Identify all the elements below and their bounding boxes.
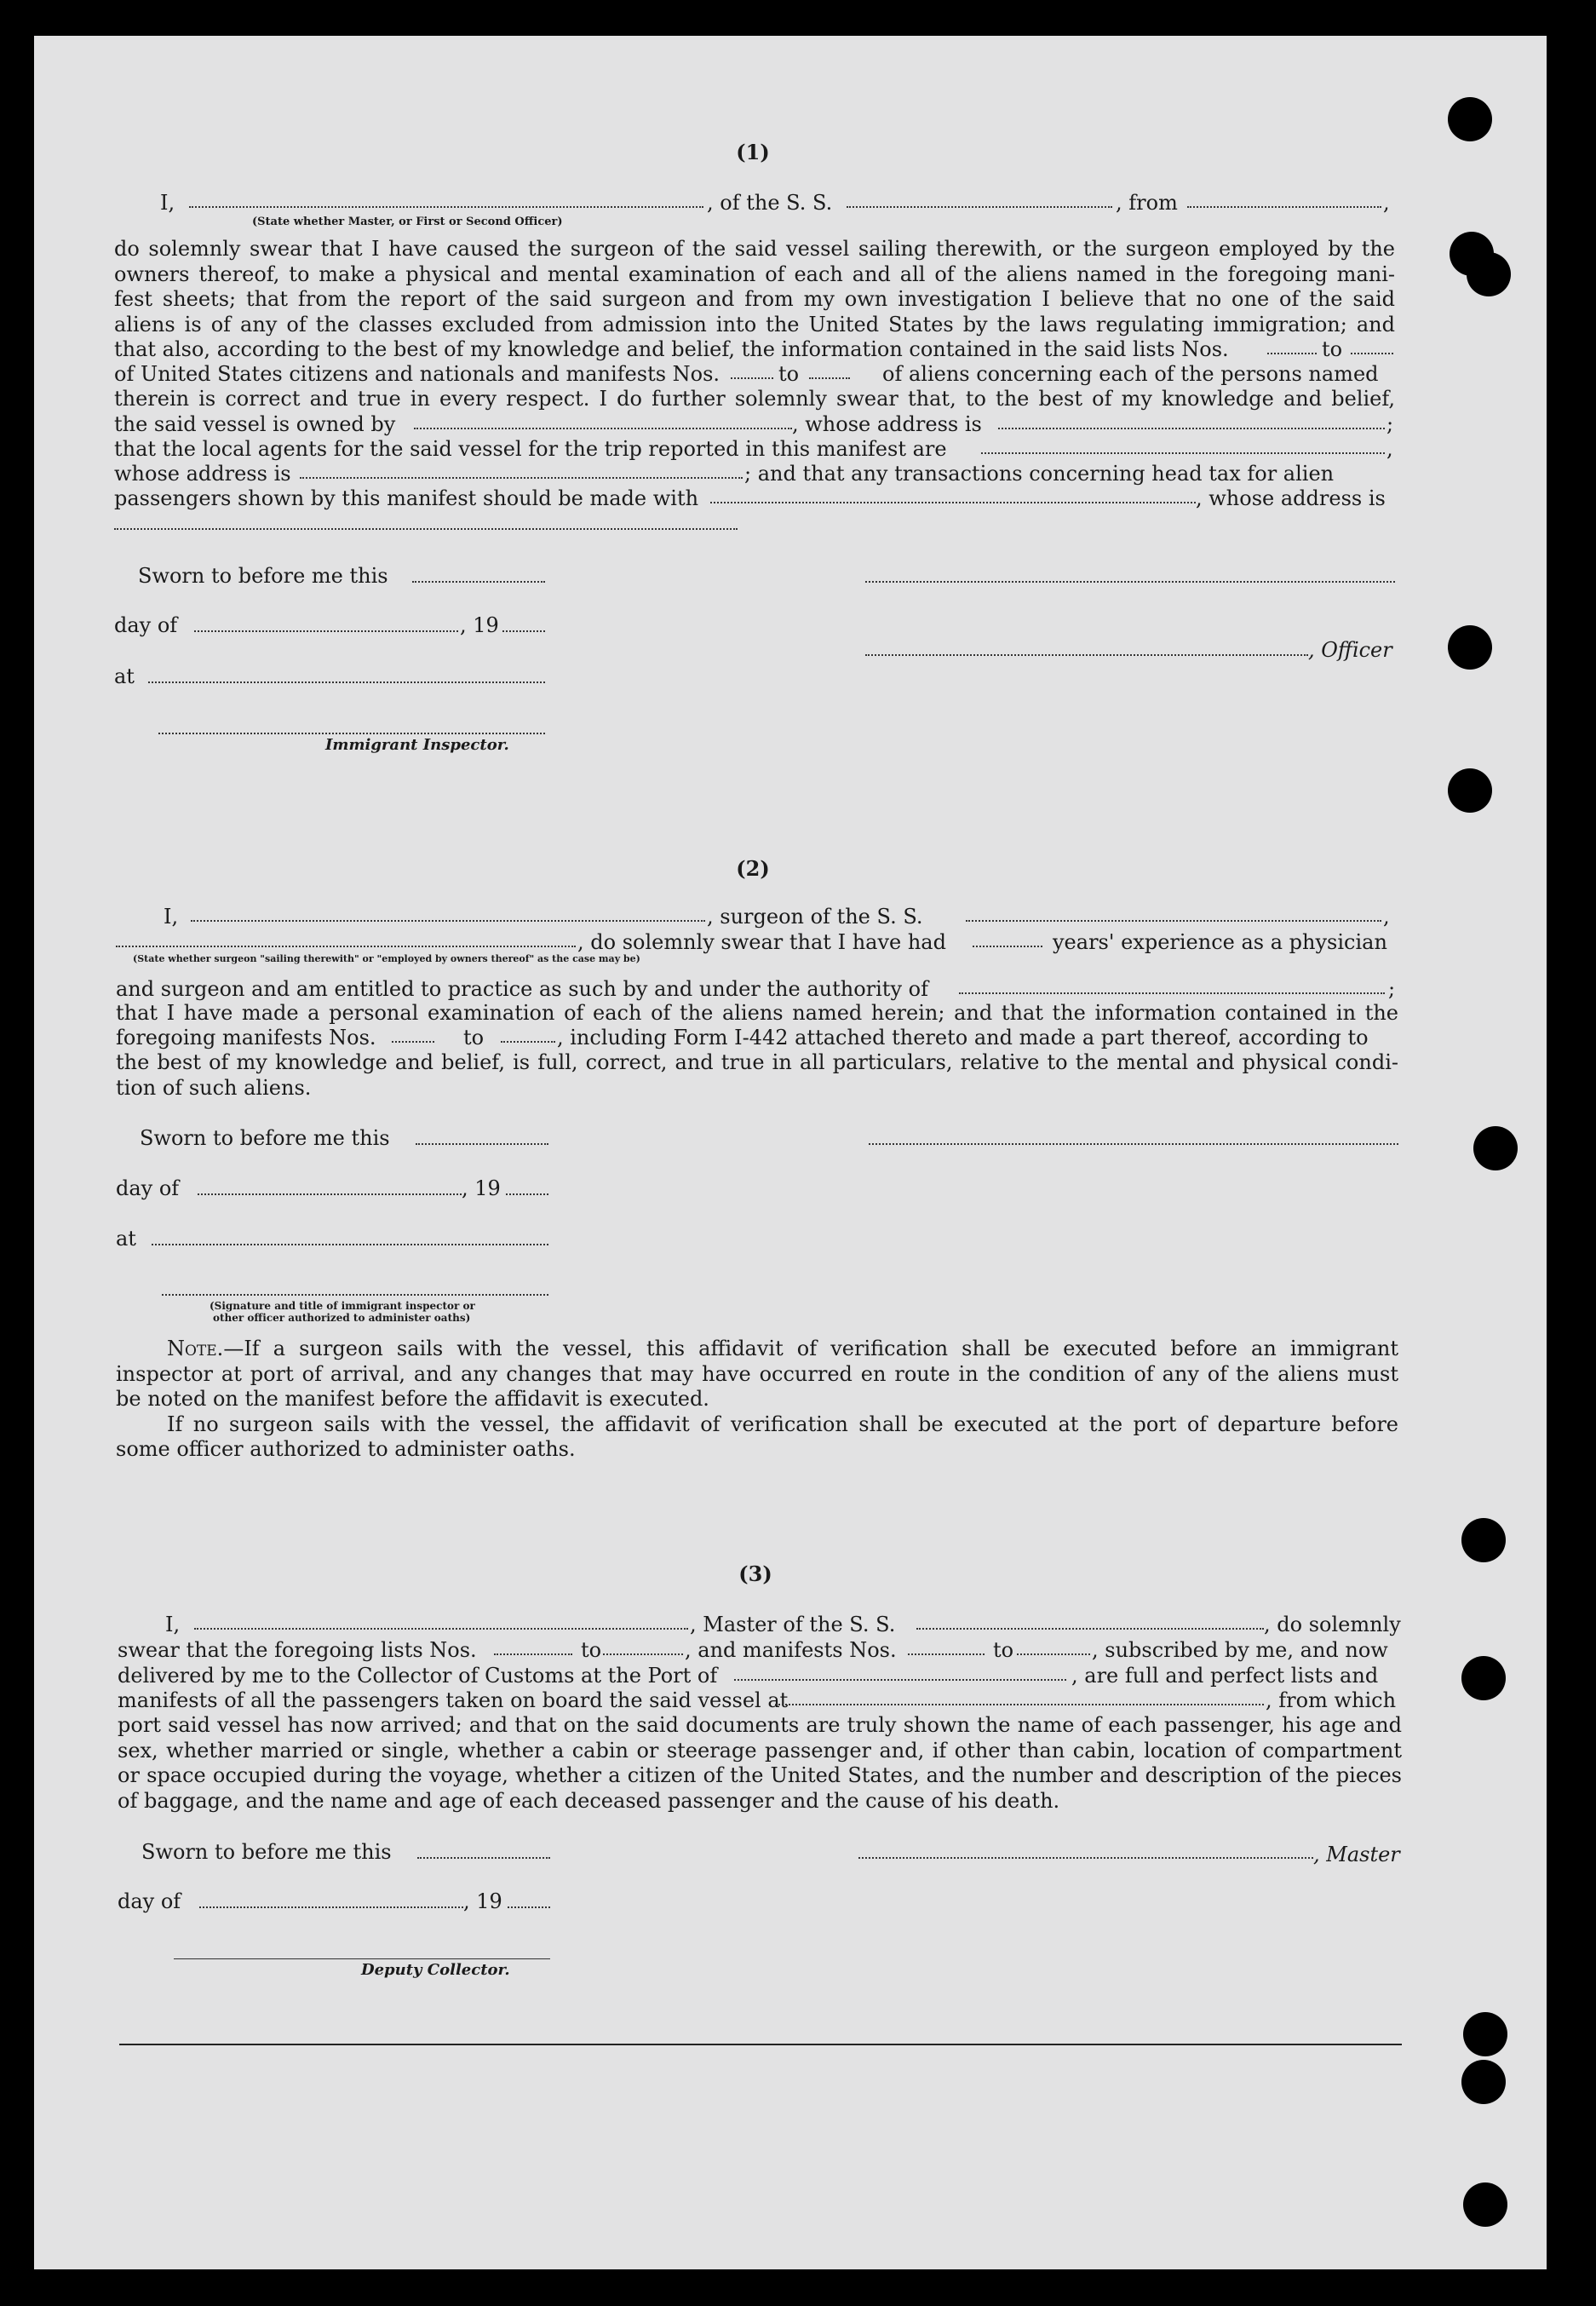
text: , are full and perfect lists and [1071,1664,1379,1688]
text: of United States citizens and nationals and manifests Nos. [114,362,720,386]
text-line: port said vessel has now arrived; and that on the said documents are truly shown the name of each passenger, his age and [118,1713,1402,1737]
text: , do solemnly swear that I have had [577,930,946,954]
text: —If a surgeon sails with the vessel, this affidavit of verification shall be executed before an immigrant [223,1337,1398,1360]
blank-year[interactable] [508,1906,550,1908]
signature-note: other officer authorized to administer oaths) [213,1312,471,1324]
text: to [993,1638,1014,1662]
blank-embark-port[interactable] [775,1704,1264,1705]
text: I, [164,905,179,929]
text: , whose address is [792,412,982,436]
bottom-rule [119,2044,1402,2045]
sworn-label: Sworn to before me this [138,564,388,588]
text: , from [1116,191,1178,215]
field-note: (State whether surgeon "sailing therewith" or "employed by owners thereof" as the case may be) [133,953,640,964]
text-line: aliens is of any of the classes excluded from admission into the United States by the laws regulating immigration; and [114,312,1395,336]
text: , surgeon of the S. S. [707,905,923,929]
text: whose address is [114,462,291,486]
affidavit-paragraph [118,1713,1402,1814]
text: delivered by me to the Collector of Customs at the Port of [118,1664,718,1688]
text: I, [160,191,175,215]
text: the said vessel is owned by [114,412,396,436]
text: passengers shown by this manifest should be made with [114,486,699,510]
text: that the local agents for the said vessel for the trip reported in this manifest are [114,437,947,461]
text: to [463,1026,485,1049]
text-line: or space occupied during the voyage, whether a citizen of the United States, and the number and description of the pieces [118,1763,1402,1787]
officer-label: , Officer [1308,638,1392,662]
year-label: , 19 [460,613,499,637]
inspector-label: Immigrant Inspector. [325,736,509,754]
text: , including Form I-442 attached thereto and made a part thereof, according to [557,1026,1369,1049]
text: foregoing manifests Nos. [116,1026,376,1049]
text: to [778,362,800,386]
at-label: at [114,664,135,688]
text: , [1386,437,1393,461]
text-line: the best of my knowledge and belief, is full, correct, and true in all particulars, relative to the mental and physical condi- [116,1050,1398,1074]
blank-vessel-name[interactable] [916,1628,1264,1630]
text: of aliens concerning each of the persons named [882,362,1379,386]
blank-collector-signature[interactable] [174,1958,550,1959]
note-label: Note. [167,1337,224,1360]
text: I, [165,1613,181,1636]
text: manifests of all the passengers taken on board the said vessel at [118,1688,789,1712]
text-line: sex, whether married or single, whether a cabin or steerage passenger and, if other than cabin, location of compartment [118,1738,1402,1763]
text-line: inspector at port of arrival, and any changes that may have occurred en route in the condition of any of the aliens must [116,1361,1398,1386]
text: , [1383,191,1390,215]
text: , whose address is [1196,486,1386,510]
text: years' experience as a physician [1053,930,1387,954]
blank-sworn-date[interactable] [417,1857,550,1859]
text: , from which [1266,1688,1397,1712]
day-of-label: day of [118,1889,181,1913]
text-line: fest sheets; that from the report of the said surgeon and from my own investigation I believe that no one of the said [114,287,1395,311]
day-of-label: day of [116,1176,180,1200]
text-line: that I have made a personal examination of each of the aliens named herein; and that the information contained in the [116,1001,1398,1025]
text-line: some officer authorized to administer oaths. [116,1437,576,1461]
master-label: , Master [1313,1843,1400,1866]
blank-lists-to[interactable] [603,1653,683,1655]
year-label: , 19 [463,1889,502,1913]
text-line: do solemnly swear that I have caused the surgeon of the said vessel sailing therewith, or the surgeon employed by the [114,237,1395,261]
text-line: of baggage, and the name and age of each deceased passenger and the cause of his death. [118,1788,1060,1813]
text: ; [1388,977,1396,1001]
section-heading: (3) [738,1561,772,1586]
at-label: at [116,1227,136,1251]
blank-lists-from[interactable] [494,1653,572,1655]
text: that also, according to the best of my knowledge and belief, the information contained in the said lists Nos. [114,337,1229,361]
text-line: therein is correct and true in every respect. I do further solemnly swear that, to the best of my knowledge and belief, [114,387,1395,411]
blank-manifests-from[interactable] [908,1653,985,1655]
text: , Master of the S. S. [690,1613,896,1636]
text: , [1383,905,1390,929]
collector-label: Deputy Collector. [361,1961,510,1979]
blank-month[interactable] [199,1906,463,1908]
section-heading: (2) [736,856,770,881]
day-of-label: day of [114,613,178,637]
text: , of the S. S. [707,191,833,215]
text: , and manifests Nos. [685,1638,897,1662]
text-line: tion of such aliens. [116,1075,312,1100]
sworn-label: Sworn to before me this [140,1126,390,1150]
text: ; [1386,412,1394,436]
text-line: If no surgeon sails with the vessel, the affidavit of verification shall be executed at the port of departure before [167,1412,1398,1436]
text: to [1322,337,1343,361]
field-note: (State whether Master, or First or Second Officer) [252,216,563,228]
text: to [581,1638,602,1662]
text: and surgeon and am entitled to practice as such by and under the authority of [116,977,928,1001]
text: swear that the foregoing lists Nos. [118,1638,477,1662]
blank-master-signature[interactable] [858,1857,1313,1859]
blank-manifests-to[interactable] [1017,1653,1090,1655]
blank-master-name[interactable] [194,1628,688,1630]
text-line: owners thereof, to make a physical and mental examination of each and all of the aliens named in the foregoing mani- [114,262,1395,286]
year-label: , 19 [462,1176,501,1200]
section-heading: (1) [736,140,770,164]
text: ; and that any transactions concerning head tax for alien [744,462,1335,486]
text-line: be noted on the manifest before the affidavit is executed. [116,1387,709,1411]
text: , do solemnly [1264,1613,1401,1636]
text: , subscribed by me, and now [1092,1638,1388,1662]
blank-port[interactable] [734,1679,1066,1681]
signature-note: (Signature and title of immigrant inspector or [210,1300,475,1312]
sworn-label: Sworn to before me this [141,1840,392,1864]
